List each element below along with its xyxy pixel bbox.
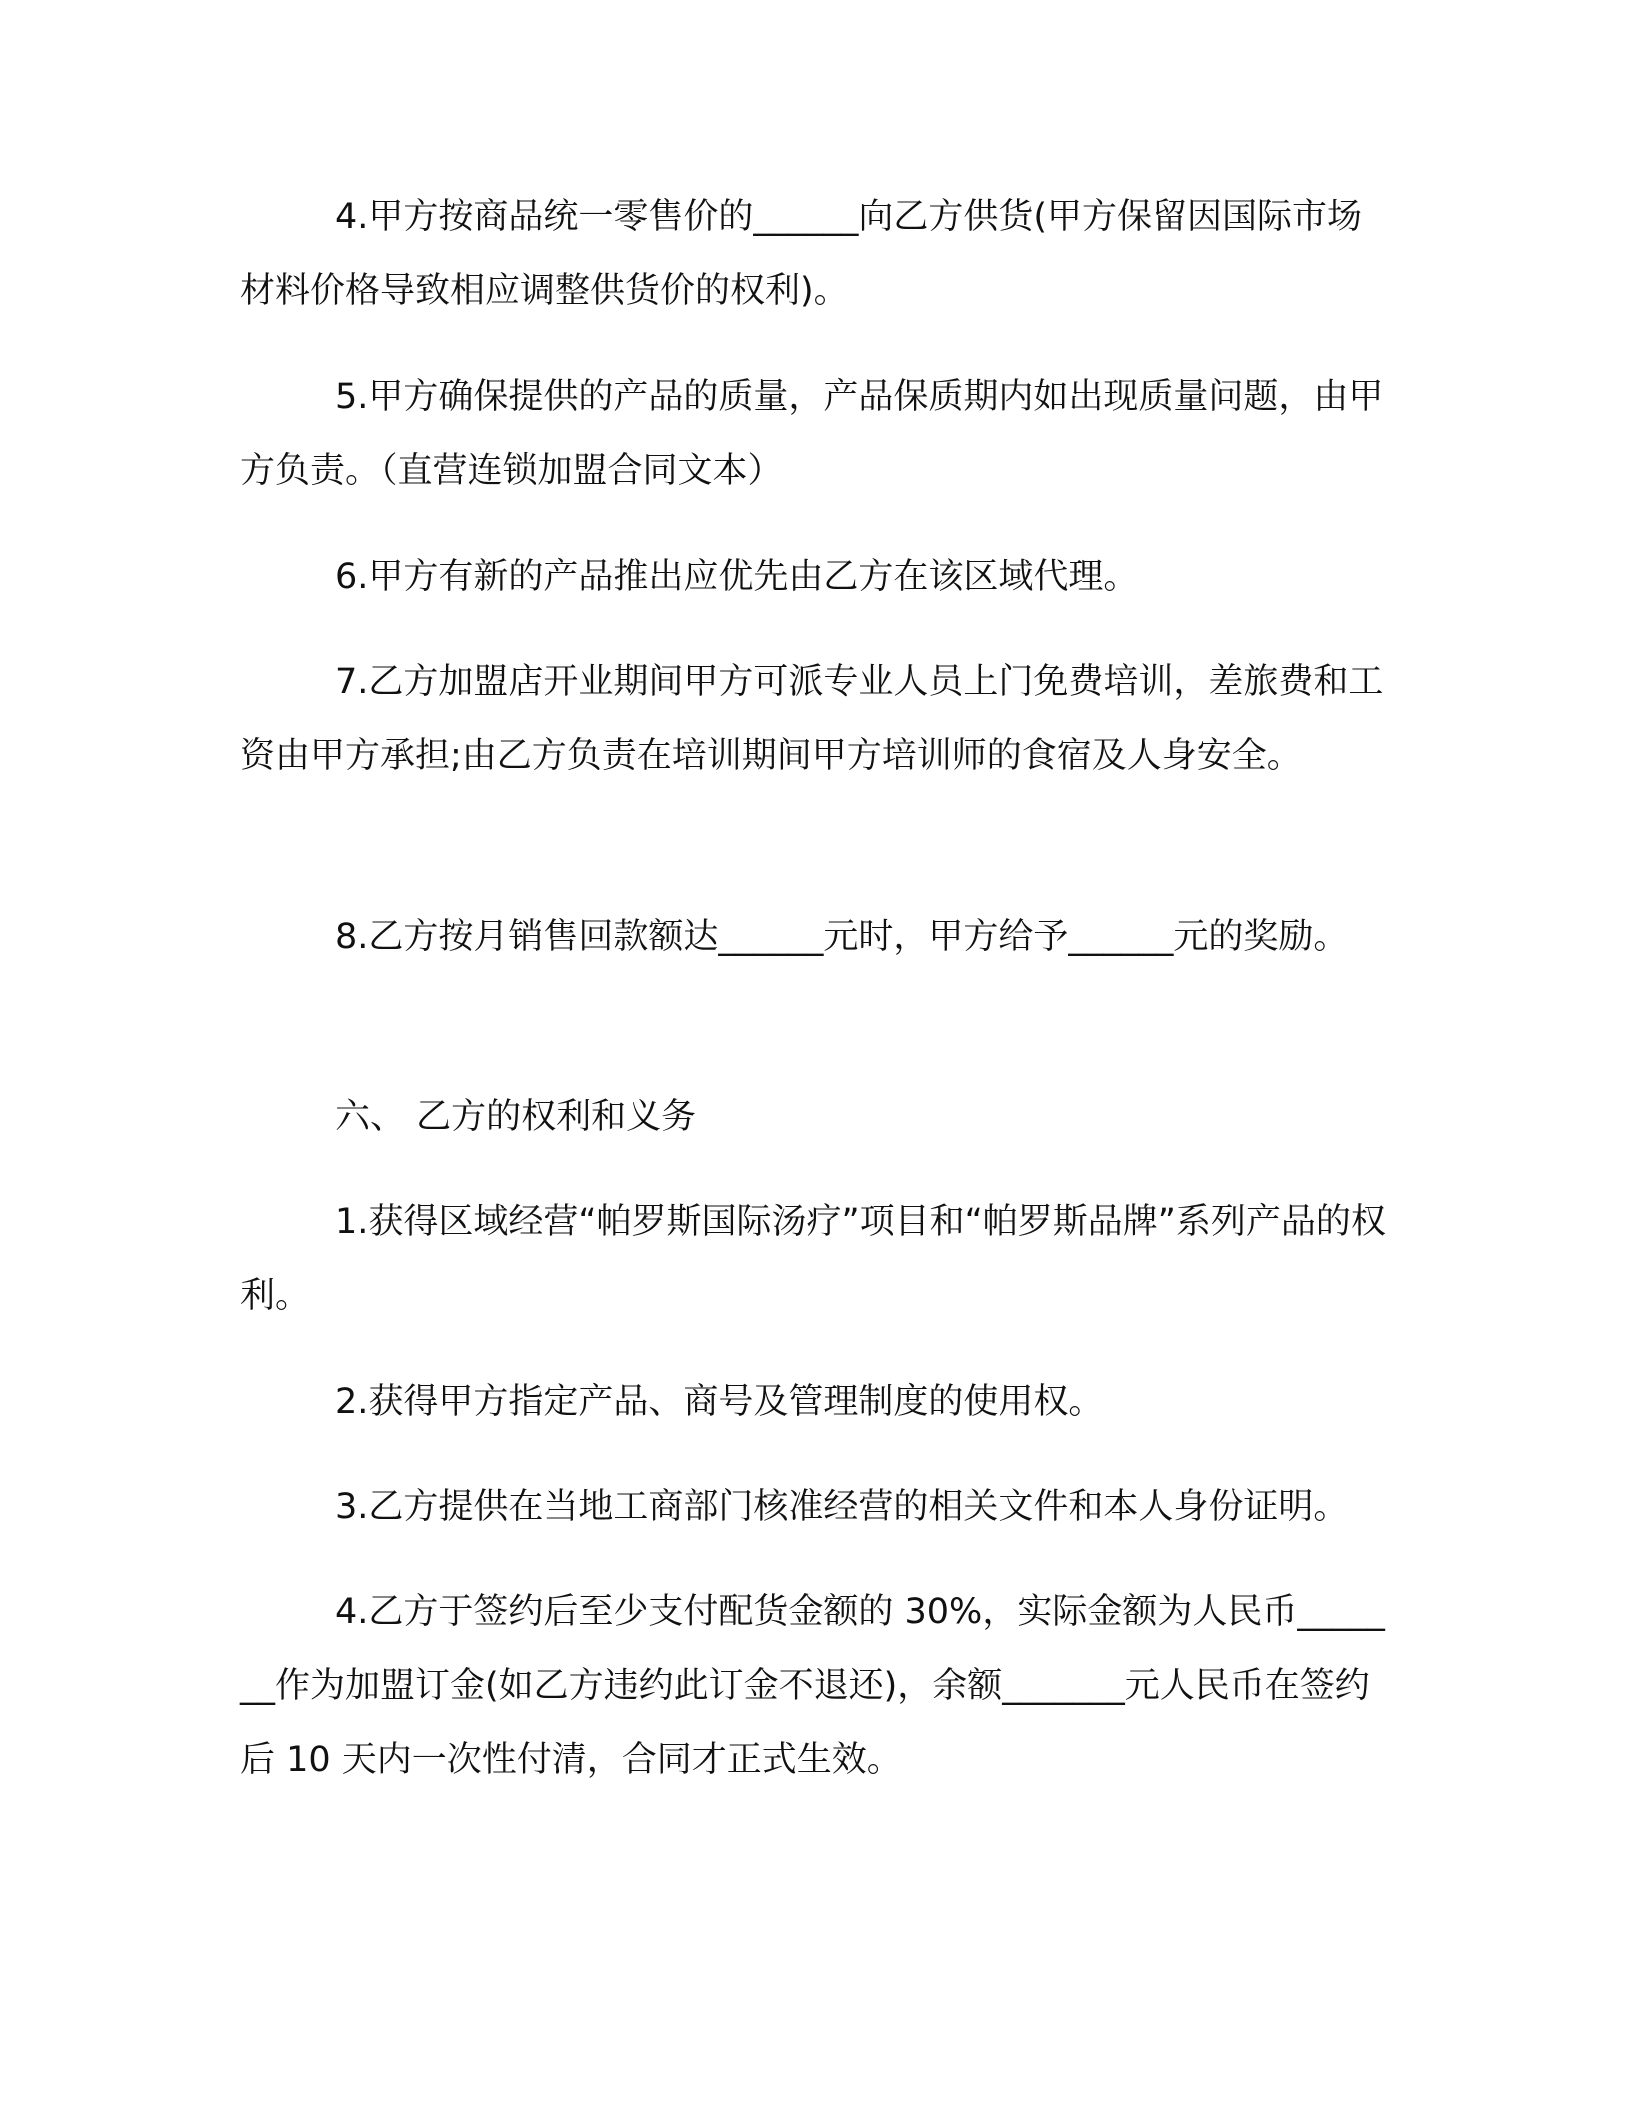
clause-a5: 5.甲方确保提供的产品的质量，产品保质期内如出现质量问题，由甲方负责。（直营连锁加盟合同文本） [240, 377, 1384, 491]
section-heading-6: 六、 乙方的权利和义务 [335, 1097, 697, 1137]
clause-b4: 4.乙方于签约后至少支付配货金额的 30%，实际金额为人民币_______作为加盟订金(如乙方违约此订金不退还)，余额_______元人民币在签约后 10 天内一次性付清，合同才正式生效。 [240, 1592, 1385, 1780]
clause-b2: 2.获得甲方指定产品、商号及管理制度的使用权。 [335, 1382, 1104, 1422]
clause-b3: 3.乙方提供在当地工商部门核准经营的相关文件和本人身份证明。 [335, 1487, 1349, 1527]
clause-a6: 6.甲方有新的产品推出应优先由乙方在该区域代理。 [335, 557, 1139, 597]
clause-b1: 1.获得区域经营“帕罗斯国际汤疗”项目和“帕罗斯品牌”系列产品的权利。 [240, 1202, 1386, 1316]
clause-a7: 7.乙方加盟店开业期间甲方可派专业人员上门免费培训，差旅费和工资由甲方承担;由乙方负责在培训期间甲方培训师的食宿及人身安全。 [240, 662, 1384, 776]
clause-a8: 8.乙方按月销售回款额达______元时，甲方给予______元的奖励。 [335, 917, 1349, 957]
clause-a4: 4.甲方按商品统一零售价的______向乙方供货(甲方保留因国际市场材料价格导致相应调整供货价的权利)。 [240, 197, 1363, 311]
